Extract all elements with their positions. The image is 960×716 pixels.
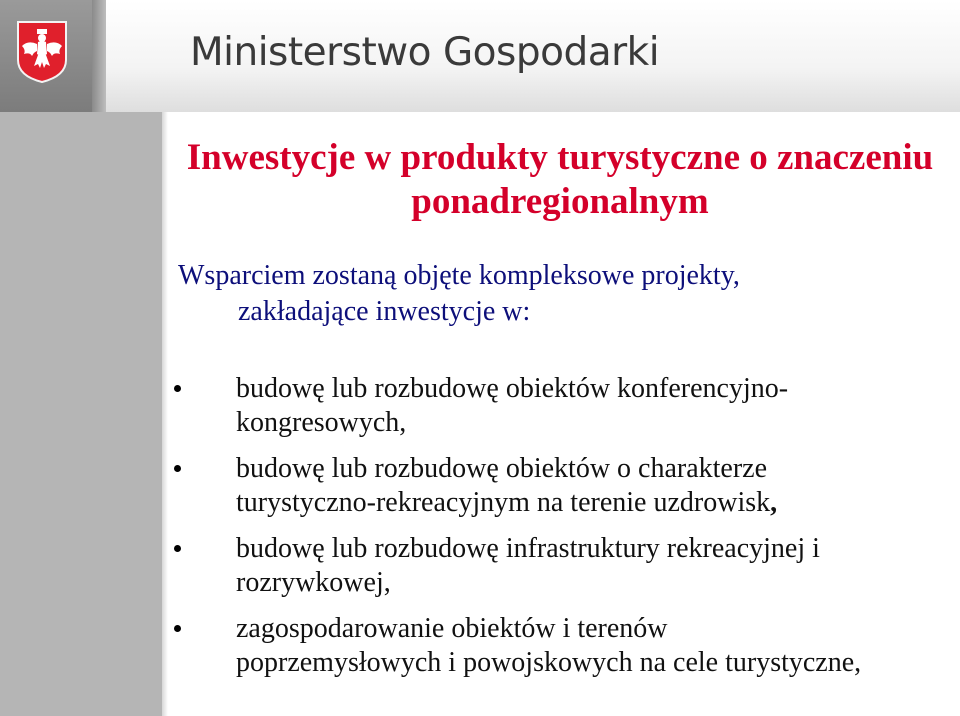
emblem-box [0,0,92,112]
bullet-icon [174,385,181,392]
bullet-text: zagospodarowanie obiektów i terenów poprzemysłowych i powojskowych na cele turystyczne [236,613,855,678]
polish-eagle-emblem-icon [16,20,68,84]
intro-line-1: Wsparciem zostaną objęte kompleksowe projekty, [178,260,740,291]
bullet-icon [174,625,181,632]
bullet-tail: , [770,487,778,518]
bullet-tail: , [383,567,391,598]
bullet-icon [174,465,181,472]
bullet-text: budowę lub rozbudowę obiektów o charakterze turystyczno-rekreacyjnym na terenie uzdrowisk [236,453,771,518]
bullet-icon [174,545,181,552]
bullet-text: budowę lub rozbudowę infrastruktury rekreacyjnej i rozrywkowej [236,533,820,598]
ministry-name: Ministerstwo Gospodarki [190,30,660,75]
list-item [236,532,952,600]
intro-text [178,258,938,330]
bullet-text: budowę lub rozbudowę obiektów konferencyjno- kongresowych [236,373,789,438]
slide-title: Inwestycje w produkty turystyczne o znaczeniu ponadregionalnym [186,137,934,222]
bullet-list [236,372,952,692]
list-item [236,372,952,440]
list-item [236,452,952,520]
list-item [236,612,952,680]
intro-line-2: zakładające inwestycje w: [238,296,531,327]
bullet-tail: , [399,407,407,438]
bullet-tail: , [854,647,862,678]
